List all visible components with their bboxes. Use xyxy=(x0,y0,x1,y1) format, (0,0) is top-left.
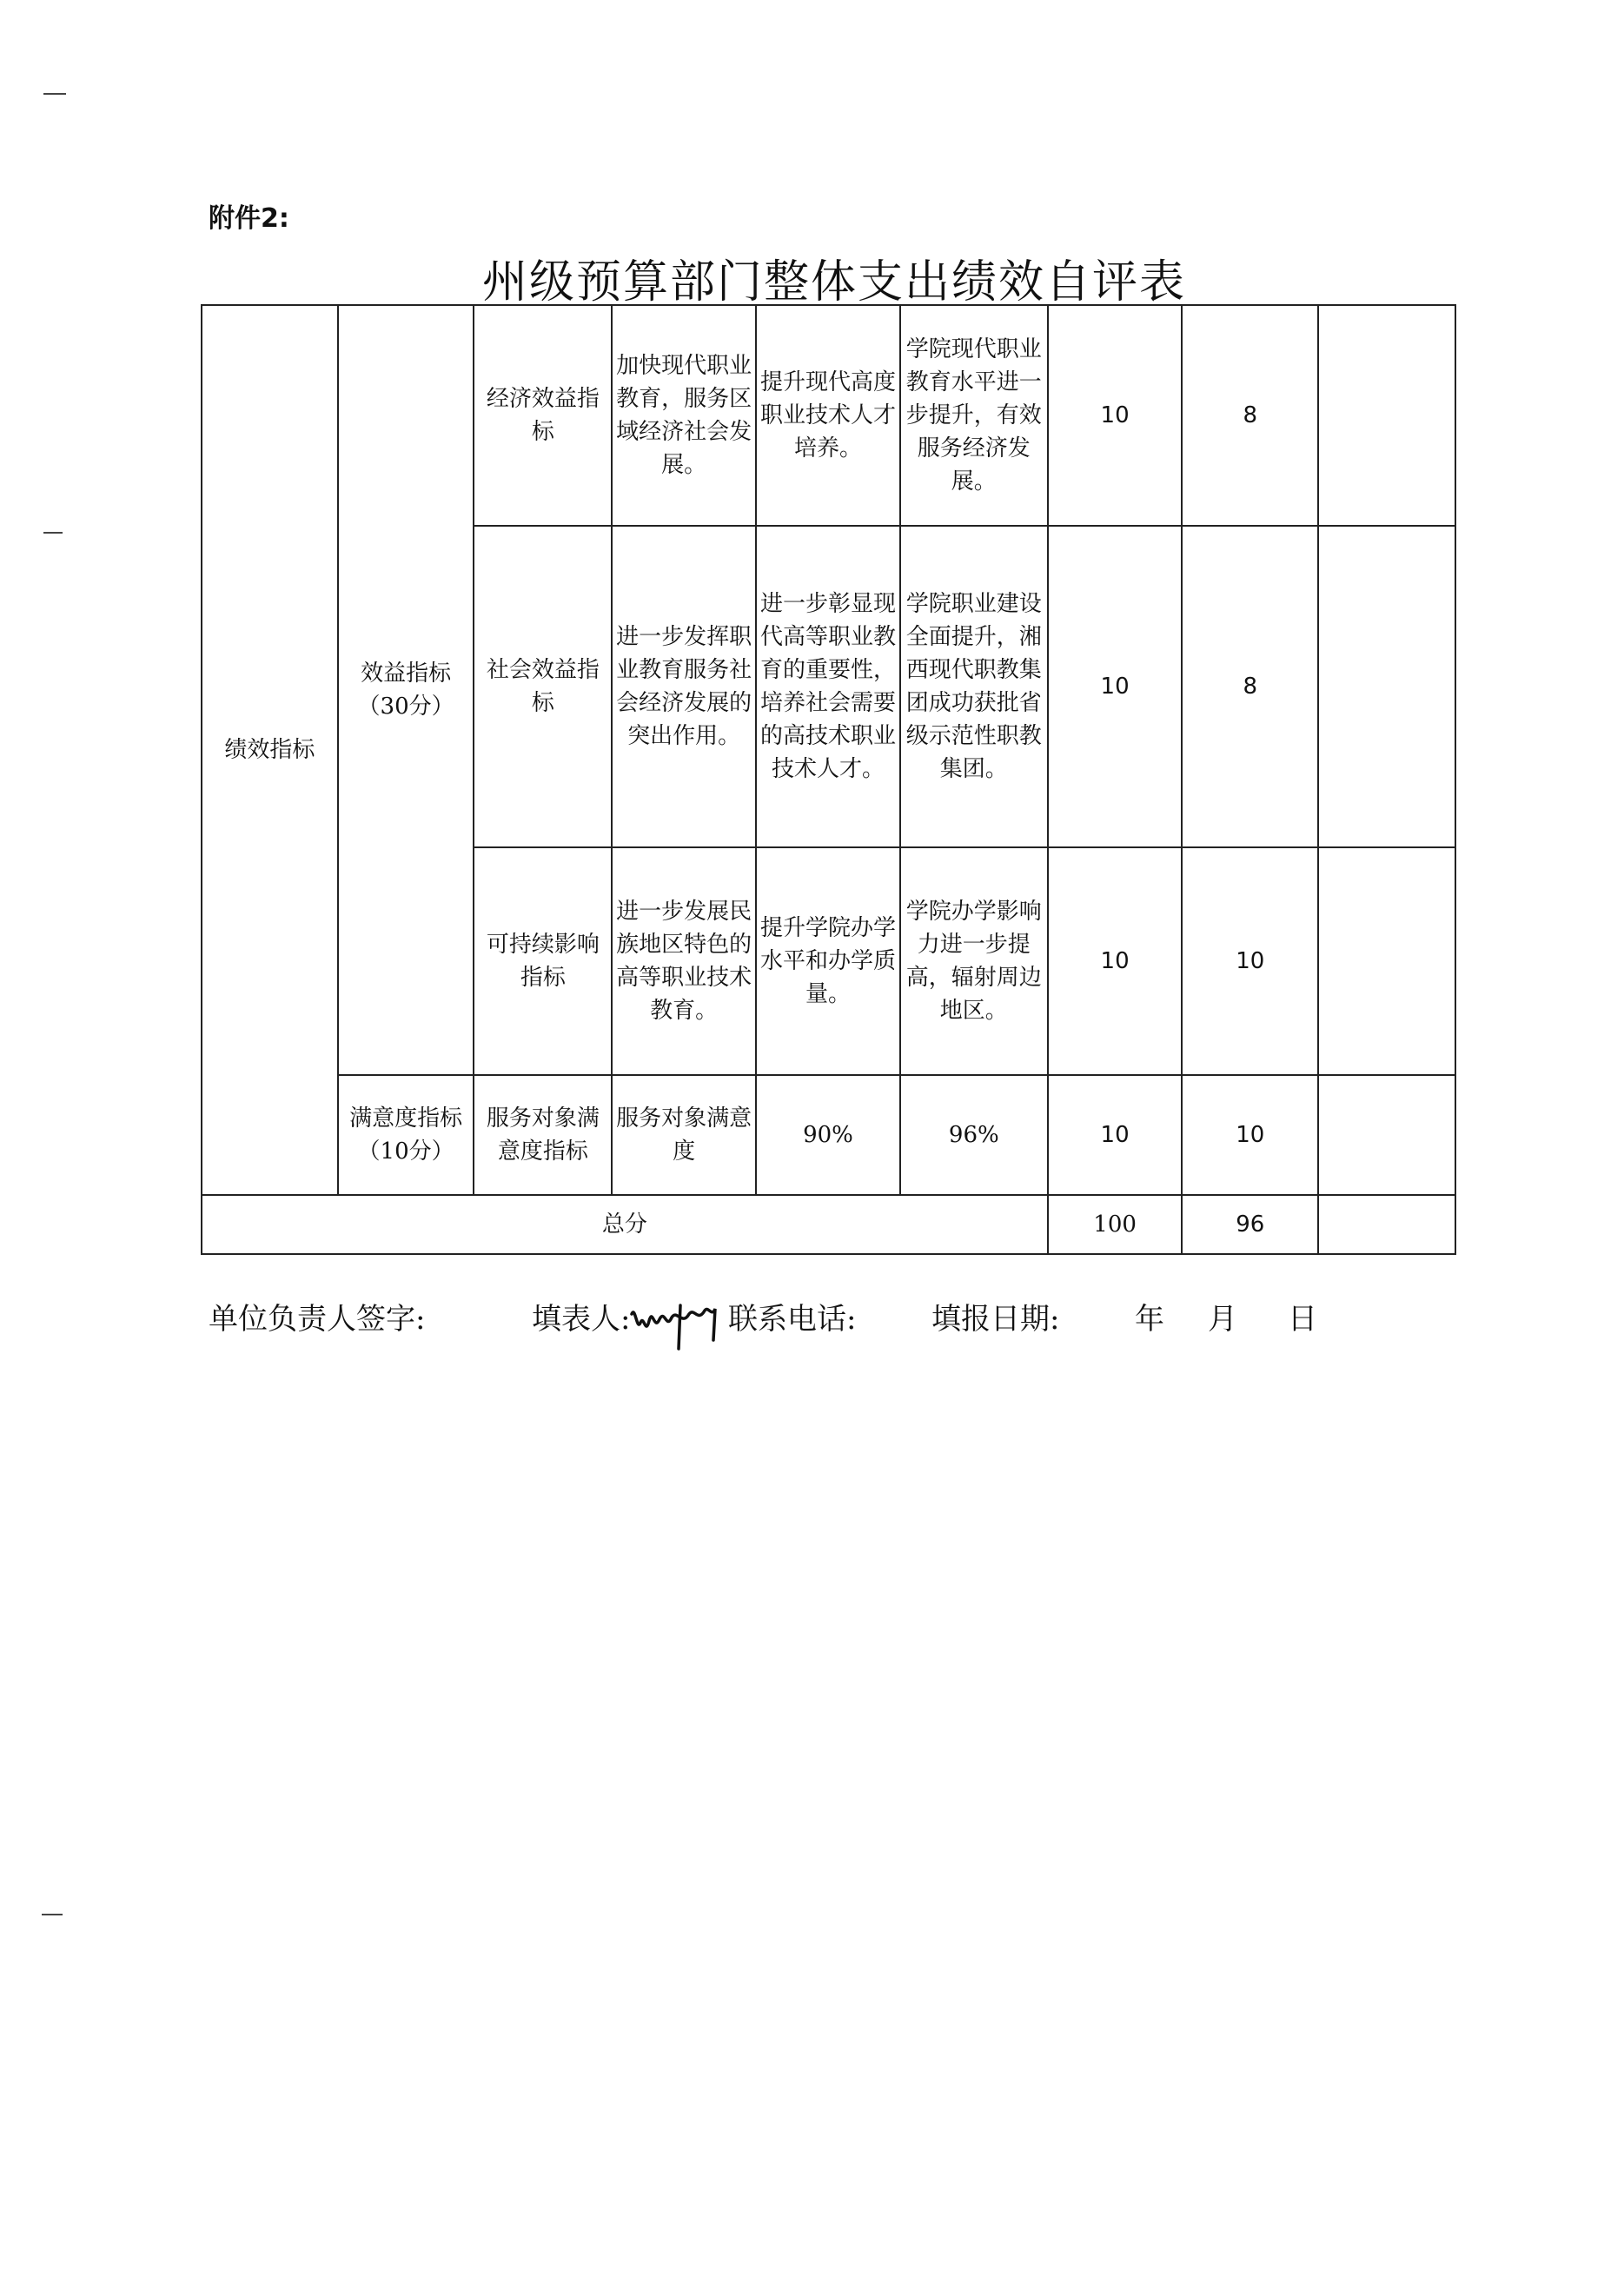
filler-label: 填表人: xyxy=(532,1302,631,1337)
category-cell: 绩效指标 xyxy=(202,305,338,1195)
score-cell: 10 xyxy=(1182,1075,1318,1195)
phone-label: 联系电话: xyxy=(728,1302,857,1337)
indicator-cell: 社会效益指标 xyxy=(474,526,612,847)
benefit-group-cell: 效益指标（30分） xyxy=(338,305,474,1075)
scan-mark xyxy=(43,532,63,534)
note-cell xyxy=(1318,847,1455,1075)
total-weight-cell: 100 xyxy=(1048,1195,1183,1254)
handwritten-signature xyxy=(628,1288,732,1357)
note-cell xyxy=(1318,305,1455,526)
year-label: 年 xyxy=(1135,1302,1164,1337)
month-label: 月 xyxy=(1208,1302,1237,1337)
target-cell: 提升现代高度职业技术人才培养。 xyxy=(756,305,900,526)
indicator-cell: 服务对象满意度指标 xyxy=(474,1075,612,1195)
goal-cell: 进一步发挥职业教育服务社会经济发展的突出作用。 xyxy=(612,526,756,847)
indicator-cell: 可持续影响指标 xyxy=(474,847,612,1075)
actual-cell: 学院职业建设全面提升，湘西现代职教集团成功获批省级示范性职教集团。 xyxy=(900,526,1048,847)
target-cell: 进一步彰显现代高等职业教育的重要性，培养社会需要的高技术职业技术人才。 xyxy=(756,526,900,847)
satisfaction-group-cell: 满意度指标（10分） xyxy=(338,1075,474,1195)
score-cell: 8 xyxy=(1182,305,1318,526)
scan-mark xyxy=(43,93,66,95)
day-label: 日 xyxy=(1288,1302,1317,1337)
page-title: 州级预算部门整体支出绩效自评表 xyxy=(481,256,1186,309)
goal-cell: 加快现代职业教育，服务区域经济社会发展。 xyxy=(612,305,756,526)
score-cell: 8 xyxy=(1182,526,1318,847)
signer-label: 单位负责人签字: xyxy=(209,1302,426,1337)
actual-cell: 学院办学影响力进一步提高，辐射周边地区。 xyxy=(900,847,1048,1075)
score-cell: 10 xyxy=(1182,847,1318,1075)
weight-cell: 10 xyxy=(1048,526,1183,847)
table-row xyxy=(202,305,1455,526)
scan-mark xyxy=(42,1914,63,1915)
table-row xyxy=(202,1075,1455,1195)
actual-cell: 96% xyxy=(900,1075,1048,1195)
weight-cell: 10 xyxy=(1048,305,1183,526)
indicator-cell: 经济效益指标 xyxy=(474,305,612,526)
total-note-cell xyxy=(1318,1195,1455,1254)
actual-cell: 学院现代职业教育水平进一步提升，有效服务经济发展。 xyxy=(900,305,1048,526)
date-label: 填报日期: xyxy=(931,1302,1060,1337)
note-cell xyxy=(1318,526,1455,847)
target-cell: 提升学院办学水平和办学质量。 xyxy=(756,847,900,1075)
total-label-cell: 总分 xyxy=(202,1195,1048,1254)
target-cell: 90% xyxy=(756,1075,900,1195)
weight-cell: 10 xyxy=(1048,1075,1183,1195)
total-row xyxy=(202,1195,1455,1254)
total-score-cell: 96 xyxy=(1182,1195,1318,1254)
note-cell xyxy=(1318,1075,1455,1195)
performance-table xyxy=(201,304,1456,1255)
goal-cell: 服务对象满意度 xyxy=(612,1075,756,1195)
attachment-label: 附件2: xyxy=(209,203,289,234)
goal-cell: 进一步发展民族地区特色的高等职业技术教育。 xyxy=(612,847,756,1075)
weight-cell: 10 xyxy=(1048,847,1183,1075)
signature-footer xyxy=(209,1295,1425,1347)
